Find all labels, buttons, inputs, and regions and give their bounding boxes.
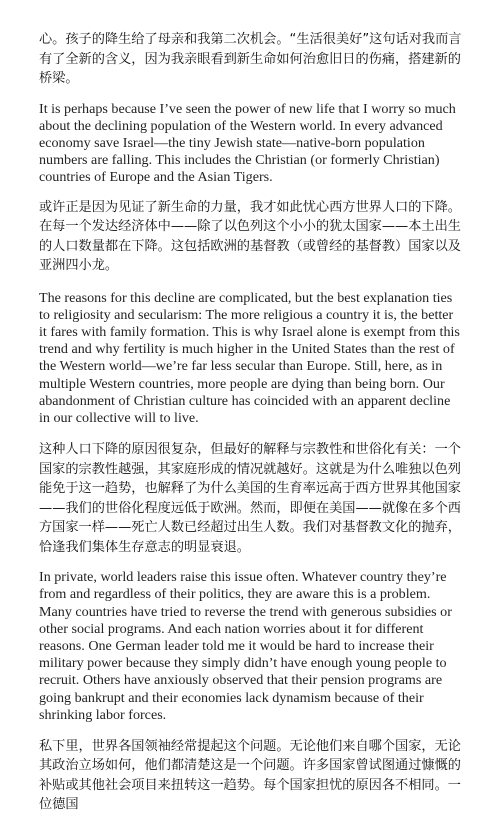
paragraph-zh-2: 或许正是因为见证了新生命的力量，我才如此忧心西方世界人口的下降。在每一个发达经济体中——除了以色列这个小小的犹太国家——本土出生的人口数量都在下降。这包括欧洲的基督教（或曾经的基督教）国家以及亚洲四小龙。 — [39, 199, 461, 274]
paragraph-zh-1: 心。孩子的降生给了母亲和我第二次机会。“生活很美好”这句话对我而言有了全新的含义，因为我亲眼看到新生命如何治愈旧日的伤痛，搭建新的桥梁。 — [39, 32, 462, 86]
paragraph-en-1: It is perhaps because I’ve seen the power of new life that I worry so much about the declining population of the Western world. In every advanced economy save Israel—the tiny Jewish state—native-born population numbers are falling. This includes the Christian (or formerly Christian) countries of Europe and the Asian Tigers. — [39, 100, 456, 186]
paragraph-en-3: In private, world leaders raise this issue often. Whatever country they’re from and regardless of their politics, they are aware this is a problem. Many countries have tried to reverse the trend with generous subsidies or other social programs. And each nation worries about it for different reasons. One German leader told me it would be hard to increase their military power because they simply didn’t have enough young people to recruit. Others have anxiously observed that their pension programs are going bankrupt and their economies lack dynamism because of their shrinking labor forces. — [39, 569, 452, 723]
paragraph-zh-3: 这种人口下降的原因很复杂，但最好的解释与宗教性和世俗化有关：一个国家的宗教性越强，其家庭形成的情况就越好。这就是为什么唯独以色列能免于这一趋势，也解释了为什么美国的生育率远高于西方世界其他国家——我们的世俗化程度远低于欧洲。然而，即便在美国——就像在多个西方国家一样——死亡人数已经超过出生人数。我们对基督教文化的抛弃，恰逢我们集体生存意志的明显衰退。 — [39, 442, 461, 555]
paragraph-zh-4: 私下里，世界各国领袖经常提起这个问题。无论他们来自哪个国家，无论其政治立场如何，他们都清楚这是一个问题。许多国家曾试图通过慷慨的补贴或其他社会项目来扭转这一趋势。每个国家担忧的原因各不相同。一位德国 — [39, 738, 461, 813]
paragraph-en-2: The reasons for this decline are complicated, but the best explanation ties to religiosity and secularism: The more religious a country it is, the better it fares with family formation. This is why Israel alone is exempt from this trend and why fertility is much higher in the United States than the rest of the Western world—we’re far less secular than Europe. Still, here, as in multiple Western countries, more people are dying than being born. Our abandonment of Christian culture has coincided with an apparent decline in our collective will to live. — [39, 289, 460, 426]
document-page — [39, 30, 463, 827]
